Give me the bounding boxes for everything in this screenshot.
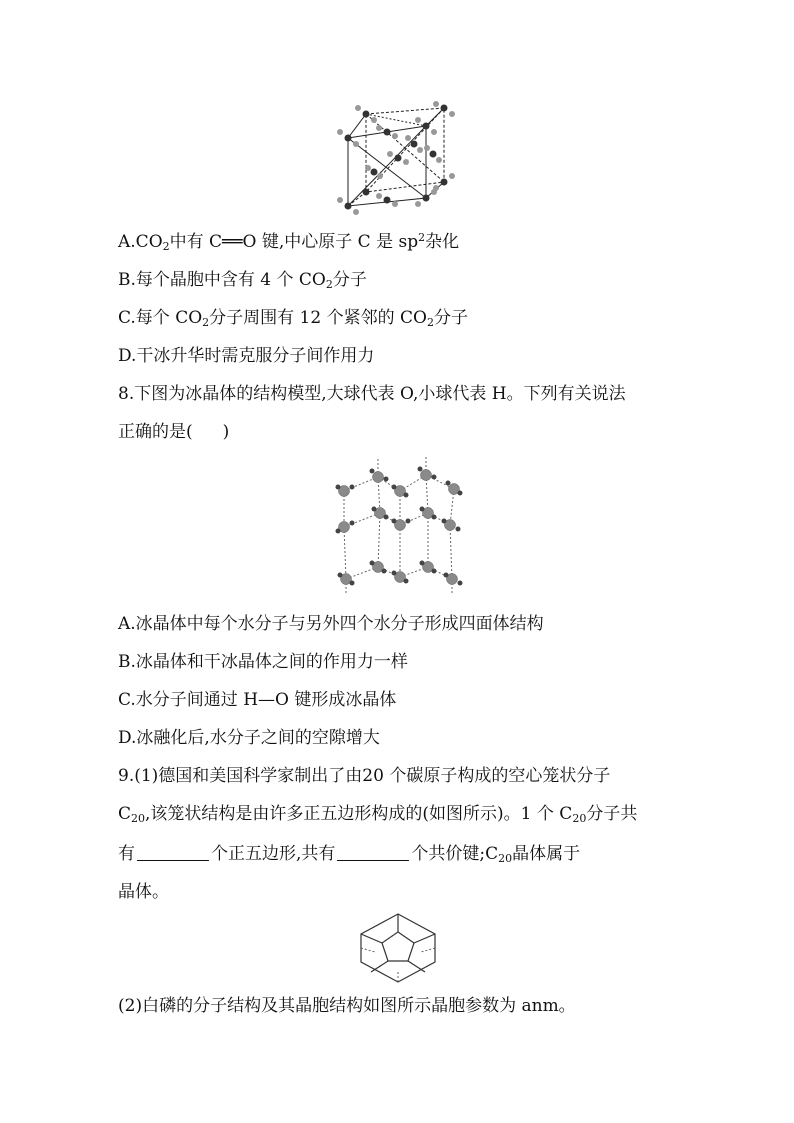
ice-crystal-model-figure xyxy=(330,455,470,595)
q9-line1: 9.(1)德国和美国科学家制出了由20 个碳原子构成的空心笼状分子 xyxy=(118,766,611,786)
q8-option-d: D.冰融化后,水分子之间的空隙增大 xyxy=(118,728,380,748)
c20-dodecahedron-figure xyxy=(355,910,441,986)
q8-stem-line1: 8.下图为冰晶体的结构模型,大球代表 O,小球代表 H。下列有关说法 xyxy=(118,384,626,404)
answer-blank-bonds[interactable] xyxy=(337,844,409,861)
q8-stem-line2: 正确的是( ) xyxy=(118,422,230,442)
q8-option-a: A.冰晶体中每个水分子与另外四个水分子形成四面体结构 xyxy=(118,614,544,634)
q9-line4: 晶体。 xyxy=(118,882,169,902)
q7-option-d: D.干冰升华时需克服分子间作用力 xyxy=(118,346,375,366)
q7-option-c: C.每个 $CO_2$分子周围有 12 个紧邻的 $CO_2$分子 xyxy=(118,308,468,329)
q9-line3: 有 个正五边形,共有 个共价键$;C_{20}$晶体属于 xyxy=(118,844,581,865)
q8-option-b: B.冰晶体和干冰晶体之间的作用力一样 xyxy=(118,652,408,672)
q9-line2: $C_{20}$,该笼状结构是由许多正五边形构成的(如图所示)。1 个 $C_{20}$分子共 xyxy=(118,804,638,825)
q9-part2-line: (2)白磷的分子结构及其晶胞结构如图所示晶胞参数为 anm。 xyxy=(118,996,576,1016)
dry-ice-unit-cell-figure xyxy=(328,100,468,215)
q7-option-a: $A.CO_2$中有 C══O 键,中心原子 C 是 $sp^2$杂化 xyxy=(118,231,460,253)
q8-option-c: C.水分子间通过 H—O 键形成冰晶体 xyxy=(118,690,397,710)
q7-option-b: B.每个晶胞中含有 4 个 $CO_2$分子 xyxy=(118,270,367,291)
answer-blank-pentagons[interactable] xyxy=(137,844,209,861)
